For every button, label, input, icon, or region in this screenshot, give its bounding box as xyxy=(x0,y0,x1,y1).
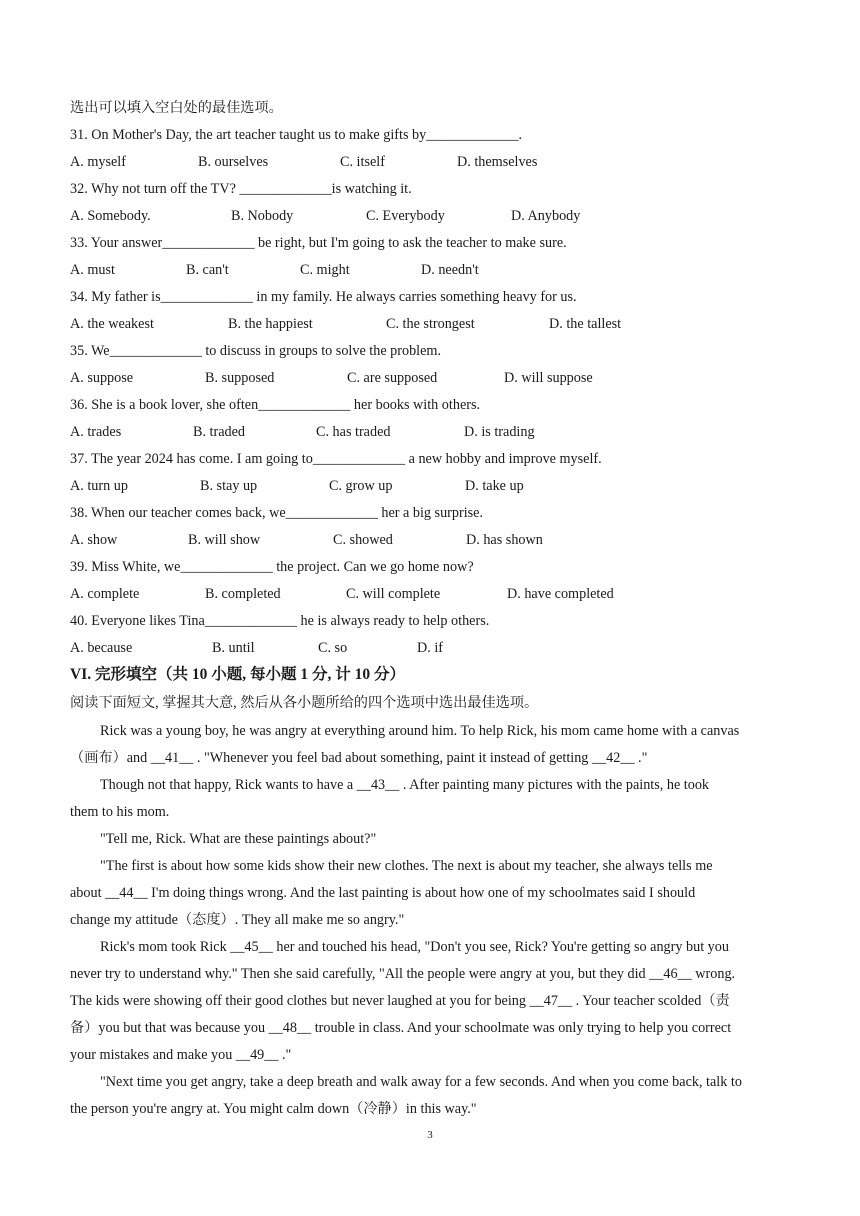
answer-option: A. turn up xyxy=(70,478,128,494)
answer-option: D. have completed xyxy=(507,586,614,602)
question-stem: 32. Why not turn off the TV? _____________is watching it. xyxy=(70,181,412,197)
answer-option: D. the tallest xyxy=(549,316,622,332)
instruction-text: 选出可以填入空白处的最佳选项。 xyxy=(70,100,283,116)
answer-option: B. supposed xyxy=(205,370,275,386)
answer-option: C. has traded xyxy=(316,424,391,440)
answer-option: B. until xyxy=(212,640,255,656)
passage-line: "Tell me, Rick. What are these paintings about?" xyxy=(100,831,377,847)
question-stem: 37. The year 2024 has come. I am going to_____________ a new hobby and improve myself. xyxy=(70,451,602,467)
answer-option: D. Anybody xyxy=(511,208,581,224)
answer-option: C. might xyxy=(300,262,350,278)
answer-option: A. complete xyxy=(70,586,140,602)
passage-line: Though not that happy, Rick wants to have a __43__ . After painting many pictures with the paints, he took xyxy=(100,777,710,793)
answer-option: B. Nobody xyxy=(231,208,294,224)
passage-line: "Next time you get angry, take a deep breath and walk away for a few seconds. And when you come back, talk to xyxy=(100,1074,742,1090)
answer-option: C. are supposed xyxy=(347,370,438,386)
answer-option: B. ourselves xyxy=(198,154,269,170)
answer-option: B. traded xyxy=(193,424,246,440)
answer-option: A. because xyxy=(70,640,133,656)
answer-option: D. needn't xyxy=(421,262,479,278)
passage-line: "The first is about how some kids show their new clothes. The next is about my teacher, she always tells me xyxy=(100,858,713,874)
passage-line: about __44__ I'm doing things wrong. And the last painting is about how one of my schoolmates said I should xyxy=(70,885,696,901)
passage-line: 备）you but that was because you __48__ trouble in class. And your schoolmate was only trying to help you correct xyxy=(70,1020,732,1036)
answer-option: B. the happiest xyxy=(228,316,313,332)
answer-option: A. myself xyxy=(70,154,126,170)
answer-option: A. suppose xyxy=(70,370,134,386)
answer-option: B. will show xyxy=(188,532,261,548)
question-stem: 38. When our teacher comes back, we_____________ her a big surprise. xyxy=(70,505,484,521)
passage-line: The kids were showing off their good clothes but never laughed at you for being __47__ . Your teacher scolded（责 xyxy=(70,993,730,1009)
question-stem: 31. On Mother's Day, the art teacher taught us to make gifts by_____________. xyxy=(70,127,522,143)
answer-option: C. the strongest xyxy=(386,316,475,332)
passage-line: （画布）and __41__ . "Whenever you feel bad about something, paint it instead of getting __42__ ." xyxy=(70,750,648,766)
answer-option: C. Everybody xyxy=(366,208,445,224)
answer-option: D. if xyxy=(417,640,444,656)
answer-option: C. so xyxy=(318,640,348,656)
answer-option: C. will complete xyxy=(346,586,441,602)
answer-option: C. itself xyxy=(340,154,385,170)
passage-line: change my attitude（态度）. They all make me so angry." xyxy=(70,912,405,928)
question-stem: 33. Your answer_____________ be right, but I'm going to ask the teacher to make sure. xyxy=(70,235,567,251)
question-stem: 39. Miss White, we_____________ the project. Can we go home now? xyxy=(70,559,474,575)
answer-option: A. the weakest xyxy=(70,316,154,332)
answer-option: D. take up xyxy=(465,478,524,494)
passage-line: Rick's mom took Rick __45__ her and touched his head, "Don't you see, Rick? You're getting so angry but you xyxy=(100,939,729,955)
answer-option: C. grow up xyxy=(329,478,393,494)
section-title: VI. 完形填空（共 10 小题, 每小题 1 分, 计 10 分） xyxy=(70,666,405,683)
answer-option: A. must xyxy=(70,262,115,278)
question-stem: 34. My father is_____________ in my family. He always carries something heavy for us. xyxy=(70,289,577,305)
passage-line: the person you're angry at. You might calm down（冷静）in this way." xyxy=(70,1101,477,1117)
answer-option: A. Somebody. xyxy=(70,208,151,224)
question-stem: 40. Everyone likes Tina_____________ he is always ready to help others. xyxy=(70,613,490,629)
passage-line: never try to understand why." Then she said carefully, "All the people were angry at you, but they did __46__ wrong. xyxy=(70,966,736,982)
answer-option: D. will suppose xyxy=(504,370,593,386)
answer-option: D. has shown xyxy=(466,532,543,548)
answer-option: D. themselves xyxy=(457,154,538,170)
passage-line: your mistakes and make you __49__ ." xyxy=(70,1047,292,1063)
page-number: 3 xyxy=(427,1129,433,1141)
question-stem: 36. She is a book lover, she often_____________ her books with others. xyxy=(70,397,481,413)
answer-option: B. stay up xyxy=(200,478,258,494)
section-instruction: 阅读下面短文, 掌握其大意, 然后从各小题所给的四个选项中选出最佳选项。 xyxy=(70,695,539,711)
answer-option: B. can't xyxy=(186,262,229,278)
passage-line: Rick was a young boy, he was angry at everything around him. To help Rick, his mom came home with a canvas xyxy=(100,723,740,739)
answer-option: A. show xyxy=(70,532,118,548)
answer-option: D. is trading xyxy=(464,424,535,440)
passage-line: them to his mom. xyxy=(70,804,170,820)
answer-option: C. showed xyxy=(333,532,393,548)
question-stem: 35. We_____________ to discuss in groups to solve the problem. xyxy=(70,343,441,359)
answer-option: B. completed xyxy=(205,586,281,602)
answer-option: A. trades xyxy=(70,424,122,440)
